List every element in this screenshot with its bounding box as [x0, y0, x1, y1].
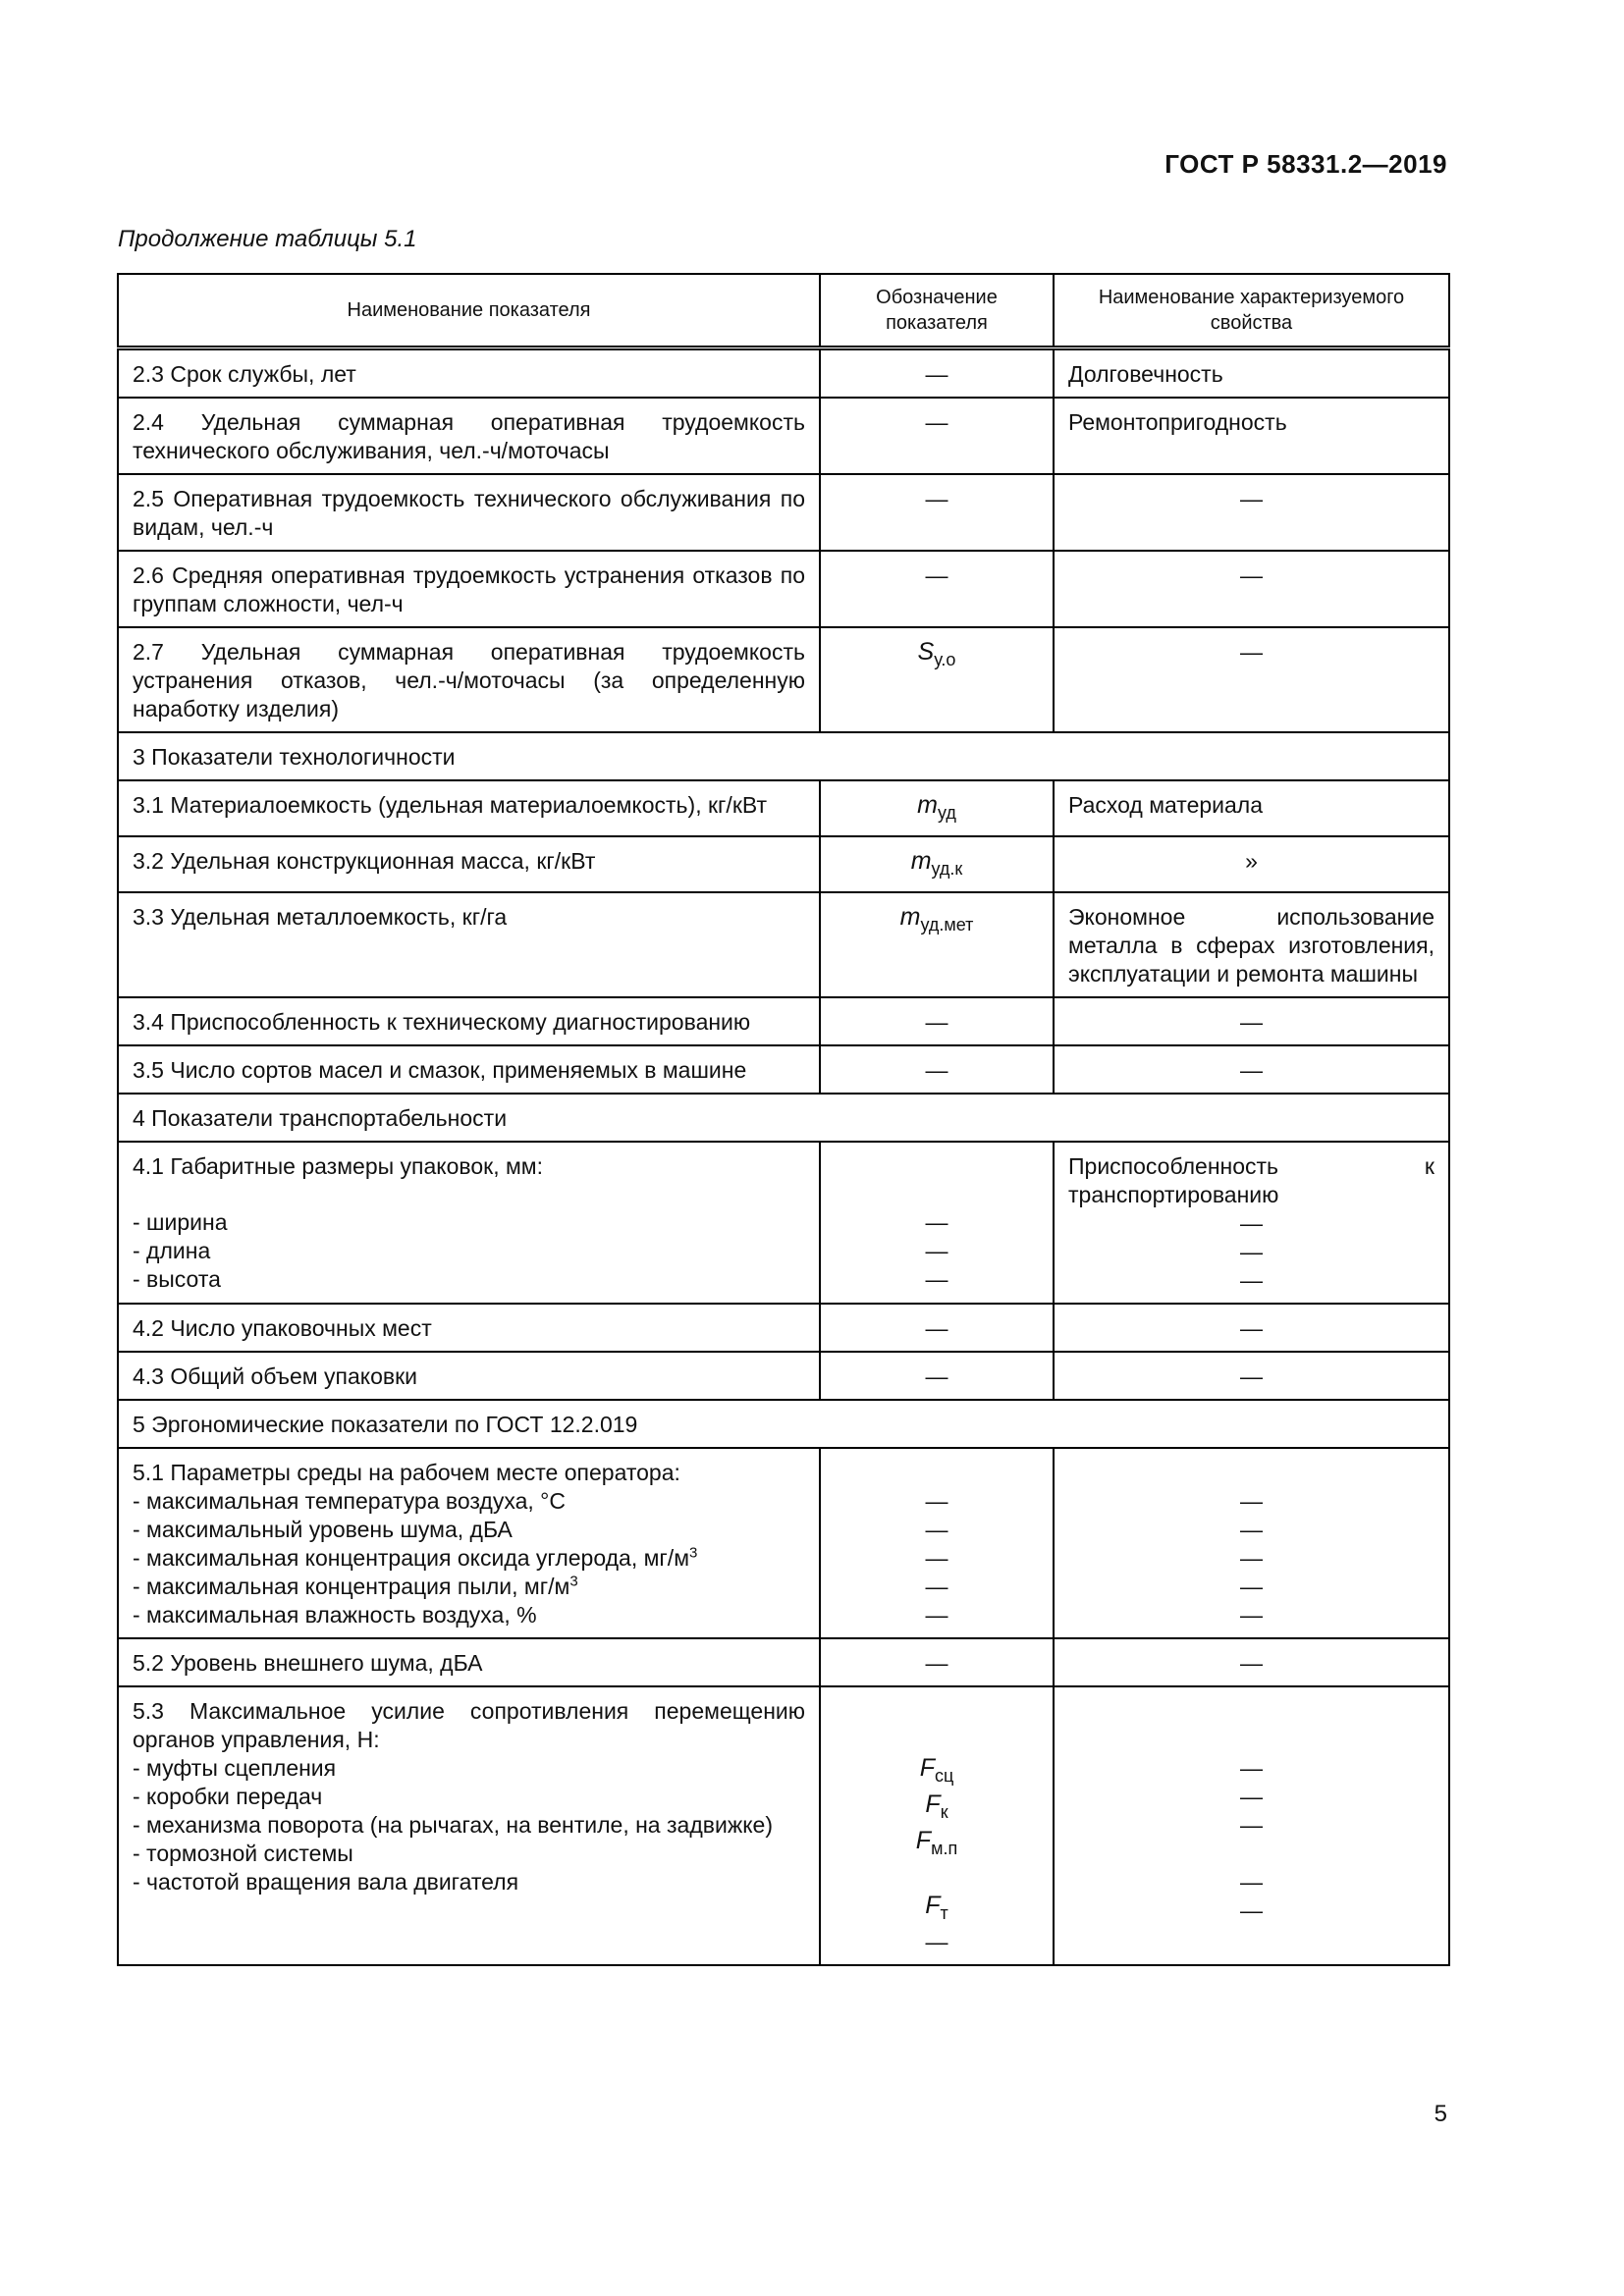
row-property: Долговечность — [1054, 348, 1449, 399]
list-symbol: — — [925, 1266, 948, 1292]
list-symbol: — — [925, 1517, 948, 1542]
row-name: 3.5 Число сортов масел и смазок, применяемых в машине — [118, 1045, 820, 1094]
row-symbol: — — [820, 1638, 1054, 1686]
list-item: - максимальная температура воздуха, °С — [133, 1488, 566, 1514]
table-row — [118, 398, 1449, 474]
list-property: — — [1240, 1210, 1263, 1236]
column-header-name: Наименование показателя — [118, 274, 820, 348]
table-row — [118, 997, 1449, 1045]
row-heading: 4.1 Габаритные размеры упаковок, мм: — [133, 1153, 543, 1179]
row-symbol — [820, 780, 1054, 836]
row-symbol — [820, 627, 1054, 732]
table-row — [118, 780, 1449, 836]
row-symbol: — — [820, 1304, 1054, 1352]
section-row — [118, 1400, 1449, 1448]
list-property: — — [1240, 1602, 1263, 1628]
row-name: 2.4 Удельная суммарная оперативная трудоемкость технического обслуживания, чел.-ч/моточасы — [118, 398, 820, 474]
list-item: - муфты сцепления — [133, 1755, 337, 1781]
row-name: 2.7 Удельная суммарная оперативная трудоемкость устранения отказов, чел.-ч/моточасы (за определенную наработку изделия) — [118, 627, 820, 732]
table-header-row — [118, 274, 1449, 348]
list-item: - максимальная концентрация оксида углерода, $мг/м^3$ — [133, 1544, 698, 1571]
symbol-letter: m — [899, 903, 921, 931]
row-symbol — [820, 836, 1054, 892]
row-symbol: — — [820, 551, 1054, 627]
list-item: - высота — [133, 1266, 221, 1292]
list-item: - механизма поворота (на рычагах, на вентиле, на задвижке) — [133, 1812, 773, 1838]
row-property: Ремонтопригодность — [1054, 398, 1449, 474]
list-symbol: — — [925, 1238, 948, 1263]
list-symbol: — — [925, 1488, 948, 1514]
row-property: — — [1054, 551, 1449, 627]
page-number: 5 — [1434, 2101, 1447, 2127]
table-row — [118, 627, 1449, 732]
table-row — [118, 892, 1449, 997]
row-property — [1054, 1686, 1449, 1965]
list-property: — — [1240, 1784, 1263, 1809]
row-name: 4.3 Общий объем упаковки — [118, 1352, 820, 1400]
symbol-letter: S — [917, 638, 935, 666]
row-property: — — [1054, 474, 1449, 551]
list-symbol: $F_т$ — [925, 1892, 948, 1923]
superscript: 3 — [689, 1544, 698, 1562]
row-property: Расход материала — [1054, 780, 1449, 836]
table-row — [118, 551, 1449, 627]
section-row — [118, 1094, 1449, 1142]
list-property: — — [1240, 1545, 1263, 1571]
table-row — [118, 1686, 1449, 1965]
section-title: 4 Показатели транспортабельности — [118, 1094, 1449, 1142]
row-property — [1054, 1448, 1449, 1638]
row-name: 2.3 Срок службы, лет — [118, 348, 820, 399]
row-name: 3.3 Удельная металлоемкость, кг/га — [118, 892, 820, 997]
table-row — [118, 836, 1449, 892]
row-name: 5.2 Уровень внешнего шума, дБА — [118, 1638, 820, 1686]
row-property: Экономное использование металла в сферах изготовления, эксплуатации и ремонта машины — [1054, 892, 1449, 997]
row-property: — — [1054, 1304, 1449, 1352]
symbol-letter: m — [917, 791, 938, 819]
list-property: — — [1240, 1267, 1263, 1293]
symbol-subscript: уд — [937, 803, 956, 823]
list-property: — — [1240, 1488, 1263, 1514]
row-name — [118, 1686, 820, 1965]
list-symbol: $F_{сц}$ — [919, 1754, 954, 1786]
list-property: — — [1240, 1897, 1263, 1923]
table-row — [118, 1352, 1449, 1400]
row-heading: 5.1 Параметры среды на рабочем месте оператора: — [133, 1460, 680, 1485]
row-symbol: — — [820, 398, 1054, 474]
row-property — [1054, 1142, 1449, 1304]
symbol-subscript: уд.мет — [920, 915, 974, 934]
list-property: — — [1240, 1517, 1263, 1542]
list-symbol: — — [925, 1209, 948, 1235]
document-code: ГОСТ Р 58331.2—2019 — [1164, 149, 1447, 179]
row-property: — — [1054, 997, 1449, 1045]
symbol-letter: m — [910, 847, 932, 875]
list-symbol: — — [925, 1574, 948, 1599]
list-item: - коробки передач — [133, 1784, 323, 1809]
list-property: — — [1240, 1755, 1263, 1781]
section-row — [118, 732, 1449, 780]
list-property: — — [1240, 1239, 1263, 1264]
table-row — [118, 1142, 1449, 1304]
row-name — [118, 1448, 820, 1638]
list-item: - длина — [133, 1238, 211, 1263]
row-symbol — [820, 1142, 1054, 1304]
section-title: 5 Эргономические показатели по ГОСТ 12.2.019 — [118, 1400, 1449, 1448]
row-symbol — [820, 892, 1054, 997]
list-item: - максимальный уровень шума, дБА — [133, 1517, 513, 1542]
table-row — [118, 348, 1449, 399]
list-property: — — [1240, 1869, 1263, 1895]
row-name: 2.5 Оперативная трудоемкость технического обслуживания по видам, чел.-ч — [118, 474, 820, 551]
list-item: - частотой вращения вала двигателя — [133, 1869, 519, 1895]
indicators-table — [117, 273, 1450, 1966]
row-property: — — [1054, 1045, 1449, 1094]
table-caption: Продолжение таблицы 5.1 — [118, 226, 417, 252]
list-symbol: — — [925, 1929, 948, 1954]
table-row — [118, 1304, 1449, 1352]
row-name: 3.2 Удельная конструкционная масса, кг/кВт — [118, 836, 820, 892]
row-symbol: — — [820, 348, 1054, 399]
list-property: — — [1240, 1574, 1263, 1599]
row-name: 4.2 Число упаковочных мест — [118, 1304, 820, 1352]
list-symbol: — — [925, 1545, 948, 1571]
row-symbol — [820, 1686, 1054, 1965]
table-row — [118, 474, 1449, 551]
list-property: — — [1240, 1812, 1263, 1838]
row-symbol: — — [820, 997, 1054, 1045]
row-symbol — [820, 1448, 1054, 1638]
list-symbol: $F_к$ — [925, 1790, 948, 1822]
property-text: Приспособленность к транспортированию — [1068, 1153, 1435, 1207]
list-item: - максимальная влажность воздуха, % — [133, 1602, 537, 1628]
list-item: - тормозной системы — [133, 1841, 353, 1866]
symbol-subscript: у.о — [934, 650, 956, 669]
table-row — [118, 1045, 1449, 1094]
table-row — [118, 1638, 1449, 1686]
row-property: » — [1054, 836, 1449, 892]
row-property: — — [1054, 1638, 1449, 1686]
row-name: 3.4 Приспособленность к техническому диагностированию — [118, 997, 820, 1045]
row-heading: 5.3 Максимальное усилие сопротивления перемещению органов управления, Н: — [133, 1698, 805, 1752]
column-header-symbol: Обозначение показателя — [820, 274, 1054, 348]
row-name: 2.6 Средняя оперативная трудоемкость устранения отказов по группам сложности, чел-ч — [118, 551, 820, 627]
superscript: 3 — [569, 1573, 578, 1590]
row-symbol: — — [820, 1045, 1054, 1094]
row-property: — — [1054, 1352, 1449, 1400]
table-row — [118, 1448, 1449, 1638]
list-item: - максимальная концентрация пыли, $мг/м^3$ — [133, 1573, 578, 1599]
section-title: 3 Показатели технологичности — [118, 732, 1449, 780]
list-symbol: — — [925, 1602, 948, 1628]
row-symbol: — — [820, 474, 1054, 551]
list-item: - ширина — [133, 1209, 228, 1235]
list-symbol: $F_{м.п}$ — [915, 1827, 958, 1858]
row-symbol: — — [820, 1352, 1054, 1400]
row-property: — — [1054, 627, 1449, 732]
symbol-subscript: уд.к — [931, 859, 963, 879]
column-header-property: Наименование характеризуемого свойства — [1054, 274, 1449, 348]
row-name — [118, 1142, 820, 1304]
row-name: 3.1 Материалоемкость (удельная материалоемкость), кг/кВт — [118, 780, 820, 836]
